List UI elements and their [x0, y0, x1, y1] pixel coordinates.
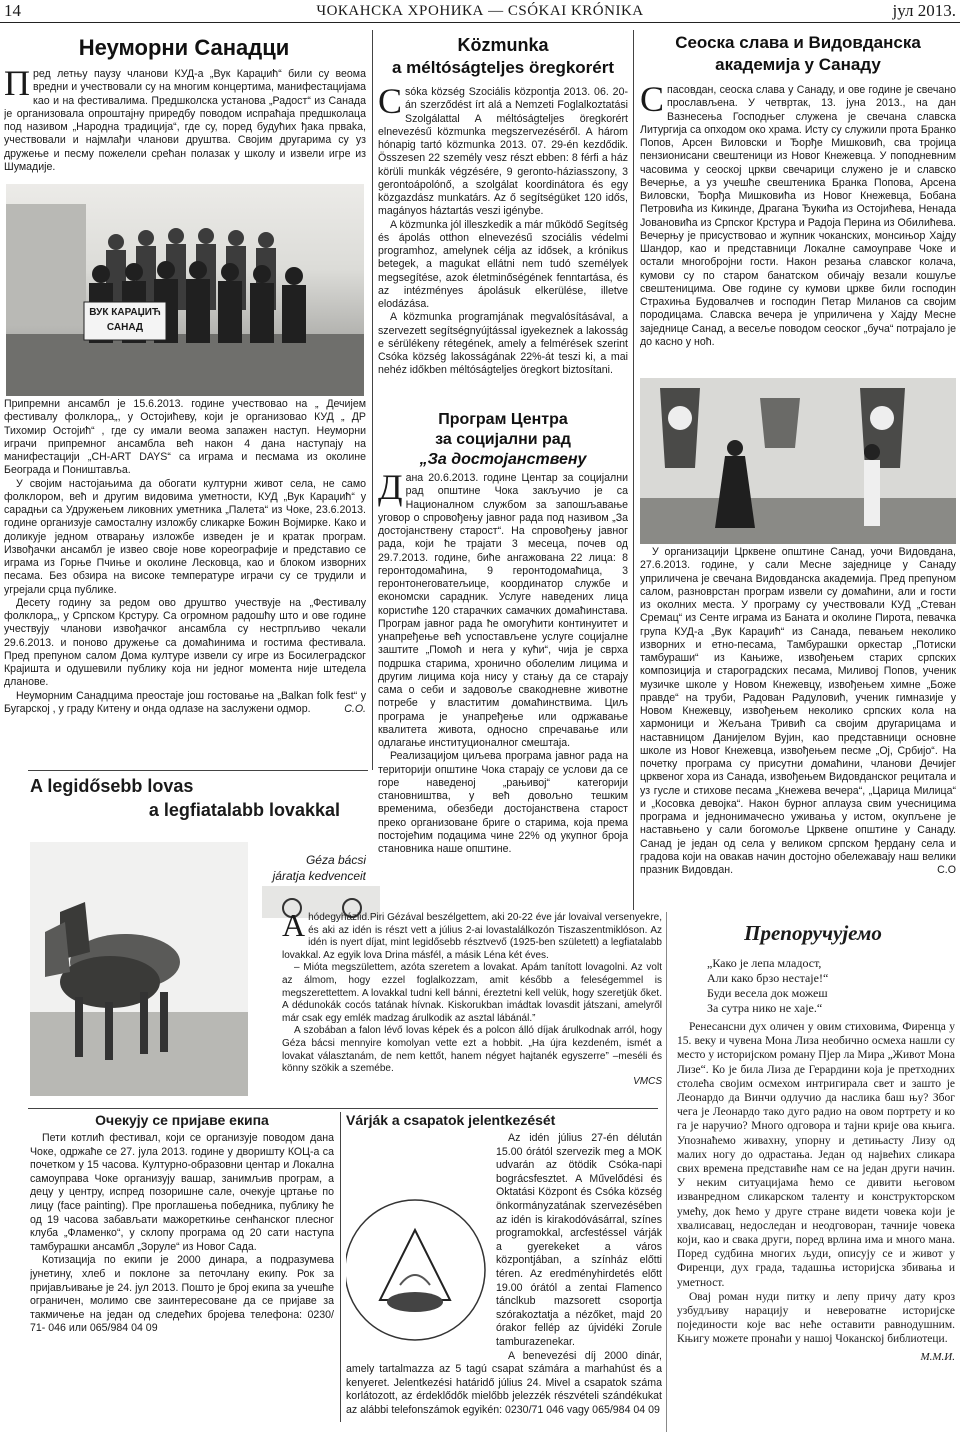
- ensemble-photo: [6, 184, 364, 396]
- academy-photo: [640, 378, 956, 544]
- paragraph: Десету годину за редом ово друштво учествује на „Фестивалу фолклора„, у Српском Крстуру. Са огромном радошћу што и ове године учествују чланови извођачког ансамбла су нестрпљиво чекали 29.6.2013. и поново дружење са домаћинима и гостима фестивала. Пред препуном салом Дома културе извели су игре из Босилеградског Крајишта и одушевили публику која ни једног момента није штедела дланове.: [4, 596, 366, 689]
- article-title-block: [30, 1112, 334, 1134]
- horses-photo: [30, 842, 248, 1096]
- paragraph: Неуморним Санадцима преостаје још гостовање на „Balkan folk fest“ у Бугарској , у граду Китену и онда одлазе на заслужени одмор.: [4, 689, 366, 715]
- paragraph: Ренесансни дух оличен у овим стиховима, Фиренца у 15. веку и чувена Мона Лиза необично осмеха нашли су место у историјском роману Пјер ла Мира „Живот Мона Лизе“. Ко је била Лиза де Герардини која је претходних столећа својим осмехом интригирала свет и зашто је Леонардо да Винчи одлучио да насликa баш њу? Због чега је Леонардо тако дуго радио на овом портрету и ко га је наручио? Много одговора и тајни крије ова књига. Упознаћемо живахну, упорну и детињасту Лизу од малих ногу до одрастања. Један од највећих сликара свих времена представиће нам се на један други начин. У неким ситуацијама ћемо се дивити његовом изванредном сликарском таленту и конструкторском умећу, док ћемо у друге стране видети човека који је хвалисавац, недоследан и неодговоран, тачније човека који, као и свака други, поред врлина има и много мана. Поред судбина многих људи, описују се и живот у Фиренци, дух града, тадашња историјска збивања и уметност.: [677, 1021, 955, 1289]
- article-subtitle: „За достојанствену: [419, 451, 587, 468]
- newspaper-title: ЧОКАНСКА ХРОНИКА — CSÓKAI KRÓNIKA: [316, 3, 644, 19]
- paragraph: A közmunka jól illeszkedik a már működő Segítség és ápolás otthon elnevezésű szociális védelmi programhoz, amelynek célja az idősek, a krónikus betegek, a magukat ellátni nem tudó személyek megsegítése, azok életminőségének fenntartása, és az intézményes ápolásuk elkerülése, illetve elodázása.: [378, 218, 628, 310]
- author-signature: М.М.И.: [920, 1350, 955, 1363]
- paragraph: Котизација по екипи је 2000 динара, а подразумева јунетину, хлеб и поклоне за петочлану екипу. Рок за пријављивање је 24. јул 2013. Пошто је број екипа за учешће ограничен, молимо све заинтересоване да се пријаве за такмичење на један од следећих бројева телефона: 0230/ 71- 046 или 065/984 04 09: [30, 1254, 334, 1335]
- article-title: Очекују се пријаве екипа: [95, 1112, 269, 1128]
- recommendation-box: [666, 912, 959, 1432]
- article-title: Препоручујемо: [744, 921, 882, 945]
- article-title: академија у Санаду: [715, 55, 881, 74]
- column-divider: [633, 30, 634, 910]
- drop-cap: С: [640, 84, 665, 119]
- article-title: A legidősebb lovas: [30, 776, 194, 796]
- section-divider: [28, 1108, 658, 1109]
- article-title-block: [30, 774, 370, 834]
- column-divider: [372, 30, 373, 770]
- author-signature: С.О: [937, 864, 956, 876]
- drop-cap: П: [4, 68, 30, 103]
- paragraph: Az idén július 27-én délután 15.00 órától szervezik meg a MOK udvarán az ötödik Csóka-napi bográcsfesztet. A Művelődési és Oktatási Központ és Csóka község önkormányzatának szervezésében az idén is kirakodóvásárral, színes programokkal, arcfestéssel várják a gyerekeket a város központjában, a színház előtti téren. Az eredményhirdetés előtt 19.00 órától a zentai Flamenco tánclkub mazsorett csoportja szórakoztatja a nézőket, majd 20 órakor fellép az újvidéki Zorule tamburazenekar.: [496, 1132, 662, 1348]
- article-title-block: [378, 34, 628, 86]
- paragraph: У својим настојањима да обогати културни живот села, не само фолклором, већ и другим видовима уметности, КУД „Вук Караџић“ у сарадњи са Удружењем ликовних уметника „Палета“ из Чоке, 23.6.2013. године организује самосталну изложбу сликарке Божин Војмирке. Како и доликује једном отварању изложбе изведен је и кратак програм. Извођачки ансамбл је извео своје нове кореографије и представио се играма из Горње Пчиње и околине Лесковца, као и блоком изворних песама. Без обзира на високе температуре играчи су се трудили и угрејали срца публике.: [4, 477, 366, 596]
- section-divider: [28, 770, 368, 771]
- article-body: [346, 1132, 662, 1428]
- photo-caption: Géza bácsi járatja kedvenceit: [272, 853, 366, 883]
- paragraph: Овај роман нуди питку и лепу причу дату кроз узбудљиву нарацију и невероватне историјске појединости које вас неће оставити равнодушним. Књигу можете пронаћи у нашој Чоканској библиотеци.: [677, 1290, 955, 1346]
- column-divider: [340, 1112, 341, 1422]
- article-title: Közmunka: [457, 35, 549, 55]
- poem: „Како је лепа младост, Али како брзо нестаје!“ Буди весела док можеш За сутра нико не хаје.“: [707, 956, 829, 1015]
- article-title-block: [638, 32, 958, 82]
- article-body: [640, 546, 956, 906]
- photo-caption: Припремни ансамбл је 15.6.2013. године учествовао на „ Дечијем фестивалу фолклора„, у Остојићеву, који је организовао КУД „ ДР Тихомир Остојић“ , где су имали веома запажен наступ. Неуморни играчи припремног ансамбла већ након 4 дана наступају на манифестацији „CH-ART DAYS“ са играма и песмама из околине Београда и Поништавља.: [4, 398, 366, 477]
- article-body: [4, 398, 366, 754]
- festival-logo: [346, 1190, 490, 1350]
- academy-photo-image: [640, 378, 956, 544]
- article-body: Ahódegyháziid.Piri Gézával beszélgettem, aki 20-22 éve jár lovaival versenyekre, és aki az idén is részt vett a július 2-ai lovastalálkozón Tiszaszentmiklóson. Az idén is nyert díjat, mint legidősebb résztvevő (1925-ben született) a legfiatalabb lovakkal. Az egyik lova Drina másfél, a másik Léna két éves. – Mióta megszülettem, azóta szeretem a lovakat. Apám tanított lovagolni. Az volt az álmom, hogy ezzel foglalkozzam, amit később a feleségemmel is megszerettettem. A lovakkal tudni kell bánni, éreztetni kell velük, hogy szeretjük őket. A dédunokák cocós tatának hívnak. Kiskorukban imádtak lovasdit játszani, amelyről már csak egy emlék madzag árulkodik az asztal lábánál.” A szobában a falon lévő lovas képek és a polcon álló díjak árulkodnak arról, hogy Géza bácsi mennyire komolyan vette ezt a hobbit. „Ha újra kezdeném, ismét a lovakat választanám, de nem kettőt, hanem négyet hajtanék egyszerre” –mesélі és könny szökik a szemébe. VMCS: [282, 912, 662, 1087]
- article-title: Сеоска слава и Видовданска: [675, 33, 921, 52]
- ensemble-banner: ВУК КАРАЏИЋ САНАД: [89, 307, 161, 333]
- drop-cap: Д: [378, 472, 403, 507]
- article-body: Пред летњу паузу чланови КУД-а „Вук Караџић“ били су веома вредни и учествовали су на многим концертима, манифестацијама као и на фестивалима. Предшколска установа „Радост“ из Санада је организовала опроштајну приредбу поводом испраћаја предшколаца под називом „Народна традиција“, где су, поред будућих ђака прваka, учествовали и најмлађи чланови друштва. Својим другарима су уз дружење и песму пожелели срећан полазак у школу и извели игре из Шумадије.: [4, 68, 366, 173]
- article-title: Неуморни Санадци: [78, 35, 290, 60]
- paragraph: A közmunka programjának megvalósításával, a szervezett segítségnyújtással igyekeznek a lakosság e sérülékeny rétegének, amely a felmérések szerint Csóka község lakosságának 22%-át teszi ki, a mai nehéz időkben méltóságteljes öregkort biztosítani.: [378, 311, 628, 377]
- ensemble-photo-image: [6, 184, 364, 396]
- paragraph: Пети котлић фестивал, који се организује поводом дана Чоке, одржаће се 27. јула 2013. године у дворишту КОЦ-а са почетком у 15 часова. Културно-образовни центар и Локална самоуправа Чоке организују вашар, занимљив програм, а децу у центру, испред позоришне сале, очекује цртање по лицу (face painting). Пре проглашења победника, публику ће од 19 часова забављати мажореткиње сенћанског плесног клуба „Фламенко“, у склопу програма од 20 сати наступа тамбурашки ансамбл „Зоруле“ из Новог Сада.: [30, 1132, 334, 1253]
- paragraph: – Mióta megszülettem, azóta szeretem a lovakat. Apám tanított lovagolni. Az volt az álmom, hogy ezzel foglalkozzam, amit később a feleségemmel is megszerettettem. A lovakkal tudni kell bánni, éreztetni kell velük, hogy szeretjük őket. A dédunokák cocós tatának hívnak. Kiskorukban imádtak lovasdit játszani, amelyről már csak egy emlék madzag árulkodik az asztal lábánál.”: [282, 962, 662, 1024]
- paragraph: A szobában a falon lévő lovas képek és a polcon álló díjak árulkodnak arról, hogy Géza bácsi mennyire komolyan vette ezt a hobbit. „Ha újra kezdeném, ismét a lovakat választanám, de nem kettőt, hanem négyet hajtanék egyszerre” –mesélі és könny szökik a szemébe.: [282, 1025, 662, 1075]
- article-title: Várják a csapatok jelentkezését: [346, 1112, 556, 1128]
- drop-cap: C: [378, 86, 403, 121]
- article-title: a legfiatalabb lovakkal: [148, 800, 340, 820]
- article-subtitle: a méltóságteljes öregkorért: [391, 58, 615, 77]
- author-signature: VMCS: [633, 1075, 662, 1087]
- paragraph: A benevezési díj 2000 dinár, amely tartalmazza az 5 tagú csapat számára a marhahúst és a kenyeret. Jelentkezési határidő július 24. Mivel a csapatok száma korlátozott, az érdeklődők mielőbb jelezzék részvételi szándékukat az alábbi telefonszámok egyikén: 0230/71 046 vagy 065/984 04 09: [346, 1349, 662, 1416]
- article-title-block: [346, 1112, 662, 1134]
- issue-date: јул 2013.: [892, 1, 956, 20]
- article-body: Дана 20.6.2013. године Центар за социјални рад општине Чока закључио је са Националном службом за запошљавање уговор о спровођењу јавног рада под називом „За достојанствену старост“. На спровођењу јавног рада, који ће трајати 3 месеца, почев од 29.7.2013. године, биће ангажована 22 лица: 8 геронтодомаћина, 9 геронтодомаћица, 3 геронтонеговатељице, координатор службе и економски сарадник. Услуге наведених лица користиће 120 старачких самачких домаћинстава. Програм јавног рада ће омогућити континуитет и унапређење већ успостављене услуге социјалне заштите „Помоћ и нега у кући“, чија је сврха подршка старима, хронично оболелим лицима и другим лицима која нису у стању да се старају сама о себи и задовоље свакодневне животне потребе у властитим домаћинствима. Циљ програма је унапређење или одржавање квалитета живота, односно спречавање или одлагање институционалног смештаја. Реализацијом циљева програма јавног рада на територији општине Чока старају се услови да се горе наведеној „рањивој“ категорији становништва, у већ довољно тешким временима, обезбеди достојанствена старост преко организоване бриге о старима, која према постојећим подацима чине 22% од укупног броја становника наше општине.: [378, 472, 628, 855]
- page-number: 14: [4, 1, 21, 20]
- article-title: Програм Центра: [438, 411, 568, 428]
- article-body: Спасовдан, сеоска слава у Санаду, и ове године је свечано прослављена. У четвртак, 13. јуна 2013., на дан Вазнесења Господњег служена је свечана славска Литургија са опходом око храма. Исту су служили прота Бранко Попов, Арсен Виловски и Ђорђе Мишковић, сва тројица пензионисани свештеници из Новог Кнежевца. У поподневним часовима у сеоској цркви свечарици служено је и славско Вечерње, а уз учешће свештеника Бранка Попова, Арсена Виловски, Ђорђа Мишковића из Новог Кнежевца, Бобана Петровића из Кикинде, Драгана Ђукића из Остојићева, Ненада Јовановића из Српског Крстура и Радоја Перина из Обилићева. Вечерњу је присуствовао и жупник чоканских, монсињор Хајду Шандор, као и представници Локалне самоуправе Чоке и остали многобројни гости. Након резања славског колача, кумови су по старом банатском обичају везали кошуље свештеницима. Ове године су кумови цркве били господин Страхиња Будовалчев и господин Петар Миланов са својим породицама. Славска вечера је уприличена у Хајду Месне заједнице Санад, а весеље поводом сеоског „буча“ потрајало је до касно у ноћ.: [640, 84, 956, 348]
- author-signature: С.О.: [344, 702, 366, 715]
- article-body: Csóka község Szociális központja 2013. 06. 20-án szerződést írt alá a Nemzeti Foglalkoztatási Szolgálattal A méltóságteljes öregkorért elnevezésű közmunka megszervezéséről. A három hónapig tartó közmunka 2013. 07. 29-én kezdődik. Összesen 22 személy vesz részt ebben: 8 férfi a ház körüli munkák végzésére, 9 geronto-háziasszony, 3 gerontoápolónő, a szolgálat koordinátora és egy közgazdász munkatárs. Az ő segítségüket 120 idős, magányos háztartás veszi igénybe. A közmunka jól illeszkedik a már működő Segítség és ápolás otthon elnevezésű szociális védelmi programhoz, amelynek célja az idősek, a krónikus betegek, a magukat ellátni nem tudó személyek megsegítése, azok életminőségének fenntartása, és az intézményes ápolásuk elkerülése, illetve elodázása. A közmunka programjának megvalósításával, a szervezett segítségnyújtással igyekeznek a lakosság e sérülékeny rétegének, amely a felmérések szerint Csóka község lakosságának 22%-át teszi ki, a mai nehéz időkben méltóságteljes öregkort biztosítani.: [378, 86, 628, 377]
- article-title: за социјални рад: [435, 431, 571, 448]
- drop-cap: A: [282, 912, 306, 943]
- article-body: [30, 1132, 334, 1428]
- page-header: [0, 0, 960, 23]
- article-title-block: [378, 410, 628, 472]
- paragraph: Реализацијом циљева програма јавног рада на територији општине Чока старају се услови да се горе наведеној „рањивој“ категорији становништва, у већ довољно тешким временима, обезбеди достојанствена старост преко организоване бриге о старима, која према постојећим подацима чине 22% од укупног броја становника наше општине.: [378, 750, 628, 855]
- paragraph: У организацији Црквене општине Санад, уочи Видовдана, 27.6.2013. године, у сали Месне заједнице у Санаду уприличена је свечана Видовданска академија. Пред препуном салом, разноврстан програм извели су домаћини, али и гости из околних места. У програму су учествовали КУД „Стеван Сремац“ из Сенте играма из Баната и околине Пирота, певачка група КУД-а „Вук Караџић“ из Санада, певањем неколико изворних и етно-песама, Тамбурашки оркестар „Потиски тамбураши“ из Кањиже, извођењем старих српских композиција и староградских песама, Миливој Попов, ученик музичке школе у Новом Кнежевцу, извођењем химне „Боже правде“ на труби, Радован Радуловић, ученик гимназије у Новом Кнежевцу, извођењем неколико српских кола на хармоници и Жељана Тривић са својим другарицама и наставницом Данијелом Вујин, као представници основне школе из Новог Кнежевца, извођењем песме „Ој, Србијо“. На почетку програма су присутни домаћини, чланови Дечијег црквеног хора из Санада, извођењем Видовданског рецитала и уз гусле и стихове песама „Кнежева вечера“, „Царица Милица“ и „Косовка девојка“. Након бурног аплауза свим учесницима програма и једнонимачесно уживања у истом, окупљене је наставњено у сали богомоље Црквене општине у Санаду. Санад је један од села у великом српском ђердану села и градова који на овакав начин достојно обележавају наш велики празник Видовдан.: [640, 546, 956, 876]
- horses-photo-image: [30, 842, 248, 1096]
